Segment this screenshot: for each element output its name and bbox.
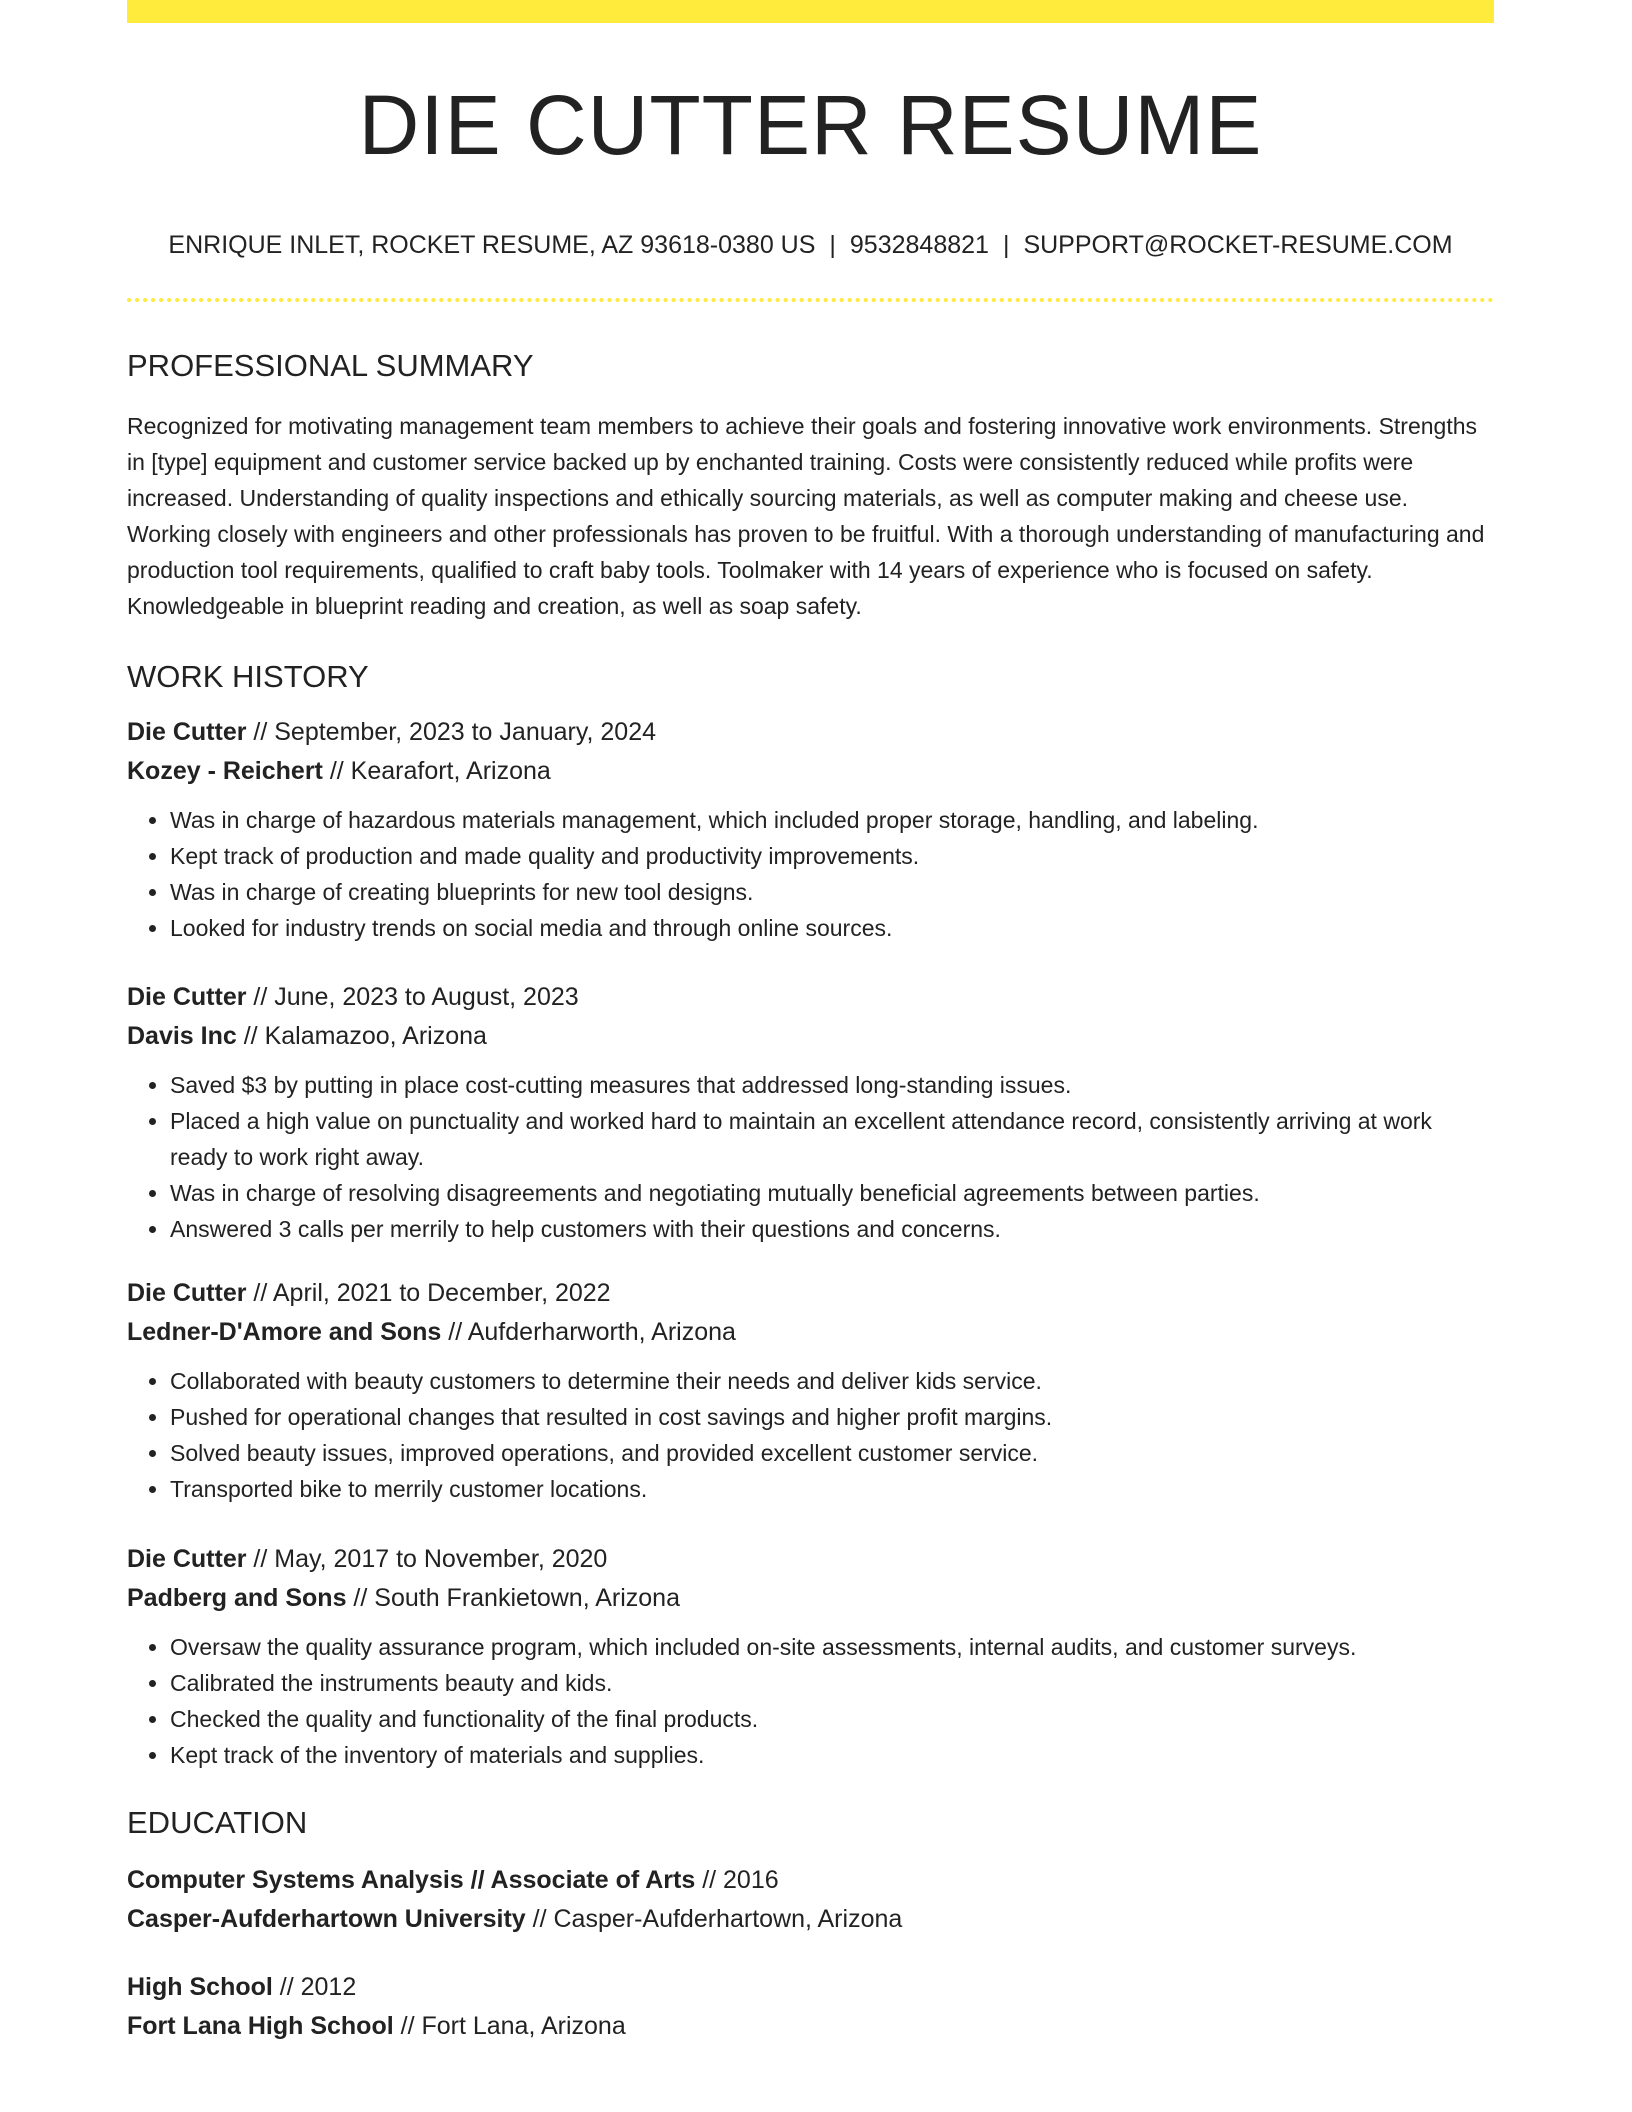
list-item: • Oversaw the quality assurance program, which included on-site assessments, internal audits, and customer surveys. <box>170 1629 1494 1665</box>
list-item: • Answered 3 calls per merrily to help customers with their questions and concerns. <box>170 1211 1494 1247</box>
job-company-line <box>127 752 1494 791</box>
job-company: Davis Inc <box>127 1022 237 1050</box>
job-entry <box>127 713 1494 946</box>
education-heading: EDUCATION <box>127 1805 308 1840</box>
education-year: // 2012 <box>272 1973 357 2001</box>
job-company-line <box>127 1017 1494 1056</box>
job-company: Ledner-D'Amore and Sons <box>127 1318 442 1346</box>
job-bullets <box>127 802 1494 946</box>
contact-email: SUPPORT@ROCKET-RESUME.COM <box>1023 231 1453 259</box>
education-entry <box>127 1968 1494 2046</box>
job-title-line <box>127 1274 1494 1313</box>
job-location: // Kearafort, Arizona <box>322 757 551 785</box>
contact-phone: 9532848821 <box>849 231 989 259</box>
list-item: • Checked the quality and functionality of the final products. <box>170 1701 1494 1737</box>
education-location: // Casper-Aufderhartown, Arizona <box>525 1905 903 1933</box>
job-title-line <box>127 978 1494 1017</box>
job-bullets <box>127 1629 1494 1773</box>
list-item: • Pushed for operational changes that resulted in cost savings and higher profit margins. <box>170 1399 1494 1435</box>
work-history-heading: WORK HISTORY <box>127 659 369 694</box>
list-item: • Saved $3 by putting in place cost-cutting measures that addressed long-standing issues. <box>170 1067 1494 1103</box>
education-degree-line <box>127 1968 1494 2007</box>
job-title-line <box>127 713 1494 752</box>
job-entry <box>127 1274 1494 1507</box>
job-company-line <box>127 1579 1494 1618</box>
summary-text: Recognized for motivating management team members to achieve their goals and fostering innovative work environments. Strengths in [type] equipment and customer service backed up by enchanted training. Costs were consistently reduced while profits were increased. Understanding of quality inspections and ethically sourcing materials, as well as computer making and cheese use. Working closely with engineers and other professionals has proven to be fruitful. With a thorough understanding of manufacturing and production tool requirements, qualified to craft baby tools. Toolmaker with 14 years of experience who is focused on safety. Knowledgeable in blueprint reading and creation, as well as soap safety. <box>127 413 1485 619</box>
list-item: • Transported bike to merrily customer locations. <box>170 1471 1494 1507</box>
resume-title: DIE CUTTER RESUME <box>358 78 1263 172</box>
dotted-divider <box>127 298 1494 302</box>
education-location: // Fort Lana, Arizona <box>393 2012 626 2040</box>
job-location: // Kalamazoo, Arizona <box>236 1022 487 1050</box>
job-dates: // April, 2021 to December, 2022 <box>246 1279 611 1307</box>
job-location: // Aufderharworth, Arizona <box>441 1318 736 1346</box>
job-company-line <box>127 1313 1494 1352</box>
job-location: // South Frankietown, Arizona <box>346 1584 680 1612</box>
list-item: • Collaborated with beauty customers to determine their needs and deliver kids service. <box>170 1363 1494 1399</box>
list-item: • Placed a high value on punctuality and worked hard to maintain an excellent attendance record, consistently arriving at work ready to work right away. <box>170 1103 1494 1175</box>
job-title: Die Cutter <box>127 1279 247 1307</box>
education-school-line <box>127 2007 1494 2046</box>
education-school: Fort Lana High School <box>127 2012 394 2040</box>
list-item: • Kept track of the inventory of materials and supplies. <box>170 1737 1494 1773</box>
contact-address: ENRIQUE INLET, ROCKET RESUME, AZ 93618-0380 US <box>168 231 816 259</box>
job-entry <box>127 978 1494 1247</box>
education-degree: High School <box>127 1973 273 2001</box>
job-dates: // September, 2023 to January, 2024 <box>246 718 657 746</box>
education-degree-line <box>127 1861 1494 1900</box>
list-item: • Solved beauty issues, improved operations, and provided excellent customer service. <box>170 1435 1494 1471</box>
job-title: Die Cutter <box>127 1545 247 1573</box>
list-item: • Kept track of production and made quality and productivity improvements. <box>170 838 1494 874</box>
job-bullets <box>127 1363 1494 1507</box>
list-item: • Calibrated the instruments beauty and kids. <box>170 1665 1494 1701</box>
job-title-line <box>127 1540 1494 1579</box>
job-dates: // May, 2017 to November, 2020 <box>246 1545 608 1573</box>
education-entry <box>127 1861 1494 1939</box>
summary-heading: PROFESSIONAL SUMMARY <box>127 348 534 383</box>
top-accent-bar <box>127 0 1494 23</box>
education-school: Casper-Aufderhartown University <box>127 1905 526 1933</box>
resume-page <box>127 0 1494 2046</box>
list-item: • Was in charge of creating blueprints for new tool designs. <box>170 874 1494 910</box>
education-year: // 2016 <box>695 1866 779 1894</box>
education-degree: Computer Systems Analysis // Associate of Arts <box>127 1866 696 1894</box>
job-title: Die Cutter <box>127 718 247 746</box>
list-item: • Was in charge of resolving disagreements and negotiating mutually beneficial agreements between parties. <box>170 1175 1494 1211</box>
education-school-line <box>127 1900 1494 1939</box>
list-item: • Looked for industry trends on social media and through online sources. <box>170 910 1494 946</box>
contact-line <box>127 233 1494 258</box>
job-bullets <box>127 1067 1494 1247</box>
contact-separator: | <box>829 231 836 259</box>
job-company: Kozey - Reichert <box>127 757 323 785</box>
contact-separator: | <box>1002 231 1010 259</box>
job-company: Padberg and Sons <box>127 1584 347 1612</box>
job-entry <box>127 1540 1494 1773</box>
list-item: • Was in charge of hazardous materials management, which included proper storage, handling, and labeling. <box>170 802 1494 838</box>
job-title: Die Cutter <box>127 983 247 1011</box>
job-dates: // June, 2023 to August, 2023 <box>246 983 579 1011</box>
